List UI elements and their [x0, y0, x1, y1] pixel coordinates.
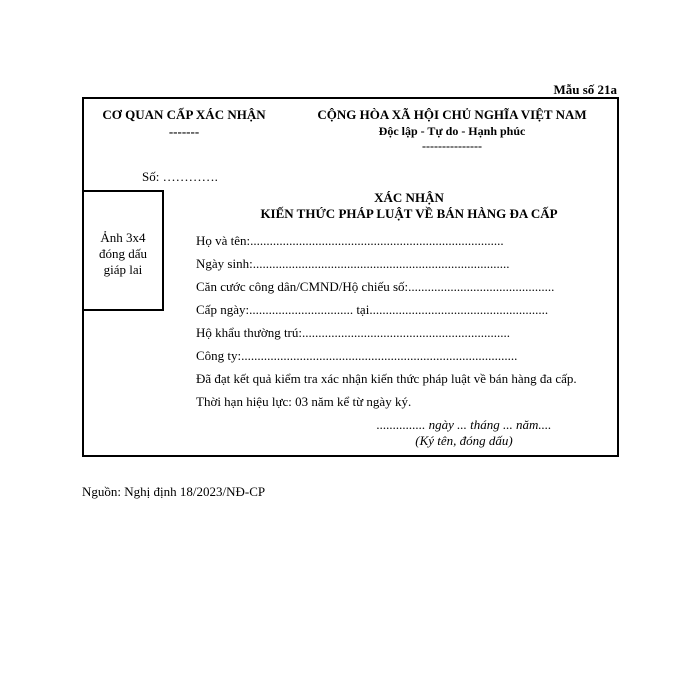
agency-divider: ------- — [168, 124, 200, 139]
signature-block — [344, 417, 584, 449]
certificate-title — [184, 190, 634, 222]
agency-name: CƠ QUAN CẤP XÁC NHẬN — [102, 107, 266, 122]
photo-label-line2: đóng dấu — [98, 246, 148, 261]
source-note: Nguồn: Nghị định 18/2023/NĐ-CP — [82, 484, 266, 499]
photo-label-line3: giáp lai — [103, 262, 143, 277]
title-line1: XÁC NHẬN — [374, 190, 444, 205]
document-number: Số: …………. — [142, 169, 218, 184]
signature-note: (Ký tên, đóng dấu) — [415, 433, 513, 448]
field-result: Đã đạt kết quả kiểm tra xác nhận kiến thức pháp luật về bán hàng đa cấp. — [196, 371, 577, 386]
nation-motto: Độc lập - Tự do - Hạnh phúc — [378, 124, 526, 138]
nation-divider: --------------- — [422, 139, 482, 153]
photo-placeholder — [82, 190, 164, 311]
field-issue-date-place: Cấp ngày:................................ tại....................................................... — [196, 302, 549, 317]
field-id-number: Căn cước công dân/CMND/Hộ chiếu số:............................................. — [196, 279, 555, 294]
field-full-name: Họ và tên:.............................................................................. — [196, 233, 504, 248]
title-line2: KIẾN THỨC PHÁP LUẬT VỀ BÁN HÀNG ĐA CẤP — [260, 206, 558, 221]
national-header — [307, 107, 597, 154]
field-company: Công ty:..................................................................................... — [196, 348, 518, 363]
photo-label-line1: Ảnh 3x4 — [100, 230, 146, 245]
field-validity: Thời hạn hiệu lực: 03 năm kể từ ngày ký. — [196, 394, 412, 409]
form-number: Mẫu số 21a — [553, 82, 617, 97]
field-date-of-birth: Ngày sinh:............................................................................... — [196, 256, 510, 271]
issuing-agency — [98, 107, 270, 140]
nation-name: CỘNG HÒA XÃ HỘI CHỦ NGHĨA VIỆT NAM — [317, 107, 587, 122]
field-permanent-residence: Hộ khẩu thường trú:................................................................ — [196, 325, 510, 340]
signature-date: ............... ngày ... tháng ... năm.... — [376, 417, 552, 432]
certificate-fields — [196, 229, 616, 413]
certificate-card — [82, 97, 619, 457]
